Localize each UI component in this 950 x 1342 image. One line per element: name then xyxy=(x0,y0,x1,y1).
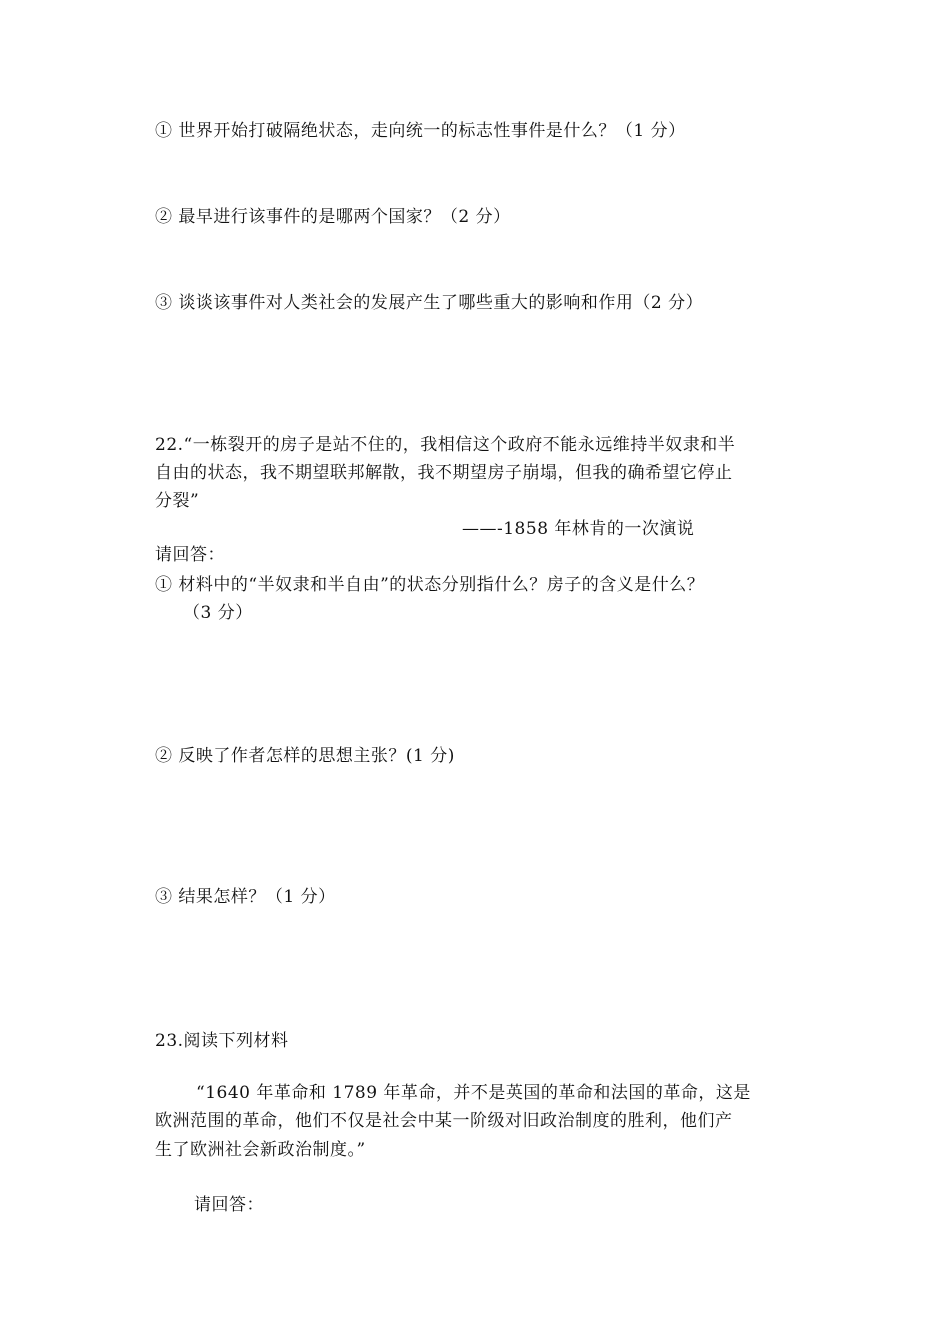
q21-subquestion-1: ① 世界开始打破隔绝状态，走向统一的标志性事件是什么？（1 分） xyxy=(155,121,686,141)
q23-title: 23.阅读下列材料 xyxy=(155,1031,289,1051)
q23-material-line-3: 生了欧洲社会新政治制度。” xyxy=(155,1140,366,1160)
q22-subquestion-1-line-1: ① 材料中的“半奴隶和半自由”的状态分别指什么？房子的含义是什么？ xyxy=(155,575,705,595)
q22-subquestion-1-line-2: （3 分） xyxy=(183,603,253,623)
q22-quote-source: ——-1858 年林肯的一次演说 xyxy=(462,519,695,539)
q22-answer-prompt: 请回答： xyxy=(155,545,225,565)
q22-subquestion-2: ② 反映了作者怎样的思想主张？(1 分) xyxy=(155,746,455,766)
q23-material-line-2: 欧洲范围的革命，他们不仅是社会中某一阶级对旧政治制度的胜利，他们产 xyxy=(155,1111,733,1131)
q23-answer-prompt: 请回答： xyxy=(194,1195,264,1215)
q21-subquestion-3: ③ 谈谈该事件对人类社会的发展产生了哪些重大的影响和作用（2 分） xyxy=(155,293,704,313)
q21-subquestion-2: ② 最早进行该事件的是哪两个国家？（2 分） xyxy=(155,207,511,227)
q23-material-line-1: “1640 年革命和 1789 年革命，并不是英国的革命和法国的革命，这是 xyxy=(196,1083,751,1103)
q22-stem-line-2: 自由的状态，我不期望联邦解散，我不期望房子崩塌，但我的确希望它停止 xyxy=(155,463,733,483)
q22-stem-line-1: 22.“一栋裂开的房子是站不住的，我相信这个政府不能永远维持半奴隶和半 xyxy=(155,435,736,455)
q22-stem-line-3: 分裂” xyxy=(155,491,200,511)
q22-subquestion-3: ③ 结果怎样？（1 分） xyxy=(155,887,336,907)
